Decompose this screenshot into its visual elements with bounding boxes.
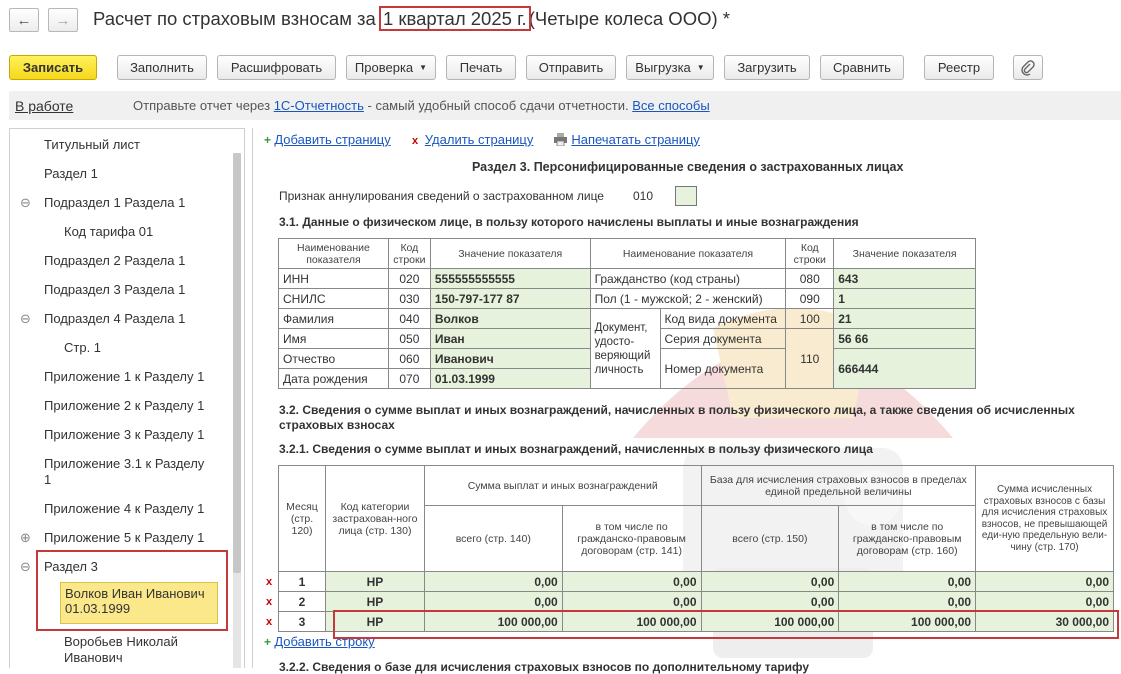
page-title: Расчет по страховым взносам за 1 квартал 2025 г. (Четыре колеса ООО) * — [93, 8, 730, 29]
collapse-icon[interactable]: ⊖ — [20, 559, 31, 574]
table-row: 2 НР 0,00 0,00 0,00 0,00 0,00 — [279, 592, 1114, 612]
table-row: 3 НР 100 000,00 100 000,00 100 000,00 100 000,00 30 000,00 — [279, 612, 1114, 632]
table-row: ИНН 020 555555555555 Гражданство (код страны) 080 643 — [279, 269, 976, 289]
scrollbar-thumb[interactable] — [233, 153, 241, 573]
collapse-icon[interactable]: ⊖ — [20, 311, 31, 326]
gender-field[interactable]: 1 — [834, 289, 976, 309]
print-page-link[interactable]: Напечатать страницу — [553, 132, 700, 147]
tree-item-appendix-4[interactable]: Приложение 4 к Разделу 1 — [44, 501, 205, 516]
check-dropdown-button[interactable]: Проверка ▼ — [346, 55, 436, 80]
save-button[interactable]: Записать — [9, 55, 97, 80]
tree-item-volkov-selected[interactable]: Волков Иван Иванович 01.03.1999 — [60, 582, 218, 624]
forward-button[interactable] — [48, 8, 78, 32]
registry-button[interactable]: Реестр — [924, 55, 994, 80]
doc-number-field[interactable]: 666444 — [834, 349, 976, 389]
snils-field[interactable]: 150-797-177 87 — [430, 289, 590, 309]
tree-item-appendix-5[interactable]: ⊕ Приложение 5 к Разделу 1 — [20, 530, 205, 545]
table-row: Фамилия 040 Волков Документ, удосто-веряющий личность Код вида документа 100 21 — [279, 309, 976, 329]
tree-item-appendix-2[interactable]: Приложение 2 к Разделу 1 — [44, 398, 205, 413]
name-field[interactable]: Иван — [430, 329, 590, 349]
back-button[interactable] — [9, 8, 39, 32]
status-bar — [9, 91, 1121, 120]
heading-3-2: 3.2. Сведения о сумме выплат и иных вознаграждений, начисленных в пользу физического лица, а также сведения об исчисленных — [279, 403, 1075, 417]
doc-series-field[interactable]: 56 66 — [834, 329, 976, 349]
export-dropdown-button[interactable]: Выгрузка ▼ — [626, 55, 714, 80]
highlight-frame — [335, 612, 1117, 637]
tree-item-section-3[interactable]: ⊖ Раздел 3 — [20, 559, 98, 574]
decode-button[interactable]: Расшифровать — [217, 55, 336, 80]
tree-item-subsection-4-1[interactable]: ⊖ Подраздел 4 Раздела 1 — [20, 311, 186, 326]
print-button[interactable]: Печать — [446, 55, 516, 80]
delete-row-icon[interactable]: x — [266, 576, 273, 588]
table-row: СНИЛС 030 150-797-177 87 Пол (1 - мужской; 2 - женский) 090 1 — [279, 289, 976, 309]
tree-item-vorobiev[interactable]: Воробьев Николай Иванович — [64, 634, 178, 665]
cancel-flag-checkbox[interactable] — [675, 186, 697, 206]
table-row: Отчество 060 Иванович Номер документа 666444 — [279, 349, 976, 369]
heading-3-1: 3.1. Данные о физическом лице, в пользу которого начислены выплаты и иные вознаграждения — [279, 215, 859, 229]
tree-item-tariff-01[interactable]: Код тарифа 01 — [64, 224, 154, 239]
arrow-left-icon: ← — [16, 11, 32, 29]
tree-item-appendix-3-1[interactable]: Приложение 3.1 к Разделу 1 — [44, 456, 205, 487]
add-row-link[interactable]: + Добавить строку — [264, 634, 375, 649]
plus-icon: + — [264, 133, 272, 147]
heading-3-2-1: 3.2.1. Сведения о сумме выплат и иных вознаграждений, начисленных в пользу физического лица — [279, 442, 873, 456]
tree-item-title-page[interactable]: Титульный лист — [44, 137, 141, 152]
surname-field[interactable]: Волков — [430, 309, 590, 329]
delete-icon: x — [412, 135, 419, 147]
cancel-flag-code: 010 — [633, 189, 654, 203]
table-row: Имя 050 Иван Серия документа 110 56 66 — [279, 329, 976, 349]
printer-icon — [553, 133, 568, 146]
collapse-icon[interactable]: ⊖ — [20, 195, 31, 210]
expand-icon[interactable]: ⊕ — [20, 530, 31, 545]
heading-3-2-cont: страховых взносах — [279, 418, 395, 432]
1c-reporting-link[interactable]: 1С-Отчетность — [273, 98, 364, 113]
delete-page-link[interactable]: x Удалить страницу — [412, 132, 534, 147]
tree-item-subsection-3-1[interactable]: Подраздел 3 Раздела 1 — [44, 282, 186, 297]
cancel-flag-label: Признак аннулирования сведений о застрахованном лице — [279, 189, 604, 203]
citizenship-field[interactable]: 643 — [834, 269, 976, 289]
delete-row-icon[interactable]: x — [266, 596, 273, 608]
fill-button[interactable]: Заполнить — [117, 55, 207, 80]
all-ways-link[interactable]: Все способы — [632, 98, 710, 113]
caret-down-icon: ▼ — [696, 63, 705, 72]
add-page-link[interactable]: + Добавить страницу — [264, 132, 391, 147]
status-link[interactable]: В работе — [15, 97, 74, 114]
tree-item-appendix-1[interactable]: Приложение 1 к Разделу 1 — [44, 369, 205, 384]
payments-table: Месяц (стр. 120) Код категории застрахован-ного лица (стр. 130) Сумма выплат и иных вознаграждений База для исчисления страховых взносов в пределах единой предельной величины Сумма исчисленных страховых взносов с базы для исчисления страховых взносов, не превышающей еди-ную предельную вели-чину (стр. 170) всего (стр. 140) в том числе по гражданско-правовым договорам (стр. 141) всего (стр. 150) в том числе по гражданско-правовым договорам (стр. 160) 1 НР 0,00 0,00 0,00 0,00 0,00 2 НР 0,00 0,00 0,00 0,00 0,00 3 НР 100 000,00 100 000,00 100 000,00 100 000,00 30 000,00 — [278, 465, 1114, 632]
attach-button[interactable] — [1013, 55, 1043, 80]
load-button[interactable]: Загрузить — [724, 55, 810, 80]
plus-icon: + — [264, 635, 272, 649]
patronymic-field[interactable]: Иванович — [430, 349, 590, 369]
tree-item-section-1[interactable]: Раздел 1 — [44, 166, 98, 181]
inn-field[interactable]: 555555555555 — [430, 269, 590, 289]
birthdate-field[interactable]: 01.03.1999 — [430, 369, 590, 389]
section-heading: Раздел 3. Персонифицированные сведения о застрахованных лицах — [472, 160, 904, 174]
status-message: Отправьте отчет через 1С-Отчетность - самый удобный способ сдачи отчетности. Все способы — [133, 98, 710, 113]
arrow-right-icon: → — [55, 11, 71, 29]
caret-down-icon: ▼ — [419, 63, 428, 72]
table-row: Дата рождения 070 01.03.1999 — [279, 369, 976, 389]
heading-3-2-2: 3.2.2. Сведения о базе для исчисления страховых взносов по дополнительному тарифу — [279, 660, 810, 674]
table-row: 1 НР 0,00 0,00 0,00 0,00 0,00 — [279, 572, 1114, 592]
send-button[interactable]: Отправить — [526, 55, 616, 80]
compare-button[interactable]: Сравнить — [820, 55, 904, 80]
doc-kind-field[interactable]: 21 — [834, 309, 976, 329]
tree-item-subsection-2-1[interactable]: Подраздел 2 Раздела 1 — [44, 253, 186, 268]
personal-data-table: Наименование показателя Код строки Значение показателя Наименование показателя Код строки Значение показателя ИНН 020 555555555555 Гражданство (код страны) 080 643 СНИЛС 030 150-797-177 87 Пол (1 - мужской; 2 - женский) 090 1 Фамилия 040 Волков Документ, удосто-веряющий личность Код вида документа 100 21 Имя 050 Иван Серия документа 110 56 66 Отчество 060 Иванович Номер документа 666444 Дата рождения 070 01.03.1999 — [278, 238, 976, 389]
tree-item-page-1[interactable]: Стр. 1 — [64, 340, 102, 355]
delete-row-icon[interactable]: x — [266, 616, 273, 628]
report-period: 1 квартал 2025 г. — [382, 8, 527, 29]
tree-item-appendix-3[interactable]: Приложение 3 к Разделу 1 — [44, 427, 205, 442]
paperclip-icon — [1021, 60, 1035, 76]
tree-item-subsection-1-1[interactable]: ⊖ Подраздел 1 Раздела 1 — [20, 195, 186, 210]
